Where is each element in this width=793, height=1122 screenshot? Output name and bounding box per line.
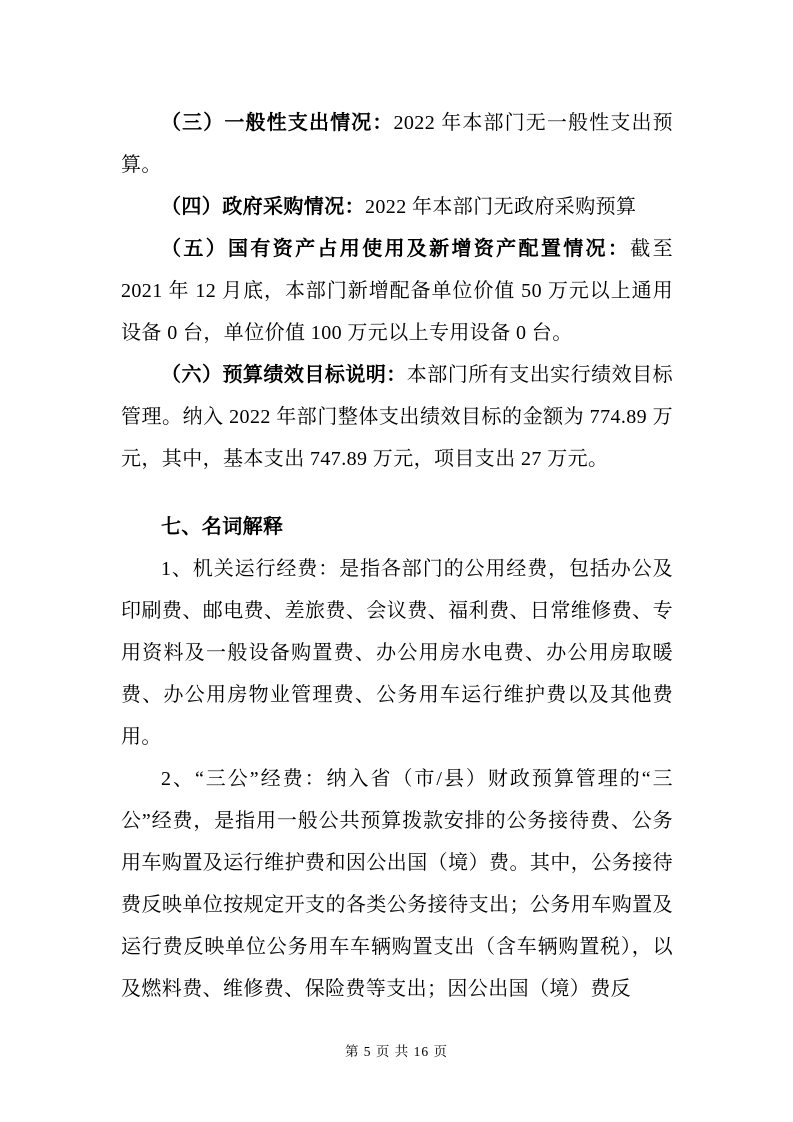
definition-three-public-expenses: 2、“三公”经费：纳入省（市/县）财政预算管理的“三公”经费，是指用一般公共预算拨款安排的公务接待费、公务用车购置及运行维护费和因公出国（境）费。其中，公务接待费反映单位按规定开支的各类公务接待支出；公务用车购置及运行费反映单位公务用车车辆购置支出（含车辆购置税），以及燃料费、维修费、保险费等支出；因公出国（境）费反 xyxy=(121,768,673,1000)
paragraph-text: 本部门所有支出实行绩效目标管理。纳入 2022 年部门整体支出绩效目标的金额为 774.89 万元，其中，基本支出 747.89 万元，项目支出 27 万元。 xyxy=(121,364,673,470)
definition-agency-operating-funds: 1、机关运行经费：是指各部门的公用经费，包括办公及印刷费、邮电费、差旅费、会议费、福利费、日常维修费、专用资料及一般设备购置费、办公用房水电费、办公用房取暖费、办公用房物业管理费、公务用车运行维护费以及其他费用。 xyxy=(121,558,673,748)
paragraph-lead: （四）政府采购情况： xyxy=(161,196,365,218)
document-body xyxy=(121,102,673,1010)
paragraph-text: 截至 2021 年 12 月底，本部门新增配备单位价值 50 万元以上通用设备 0 台，单位价值 100 万元以上专用设备 0 台。 xyxy=(121,238,673,344)
paragraph-lead: （五）国有资产占用使用及新增资产配置情况： xyxy=(161,238,631,260)
paragraph-performance-targets xyxy=(121,354,673,480)
paragraph-text: 2022 年本部门无政府采购预算 xyxy=(365,196,637,218)
paragraph-lead: （六）预算绩效目标说明： xyxy=(161,364,407,386)
section-heading-glossary: 七、名词解释 xyxy=(161,516,284,538)
paragraph-lead: （三）一般性支出情况： xyxy=(161,112,394,134)
paragraph-government-procurement xyxy=(121,186,673,228)
paragraph-text: 2022 年本部门无一般性支出预算。 xyxy=(121,112,673,176)
paragraph-general-expenditure xyxy=(121,102,673,186)
page-footer: 第 5 页 共 16 页 xyxy=(344,1044,449,1059)
paragraph-state-assets xyxy=(121,228,673,354)
